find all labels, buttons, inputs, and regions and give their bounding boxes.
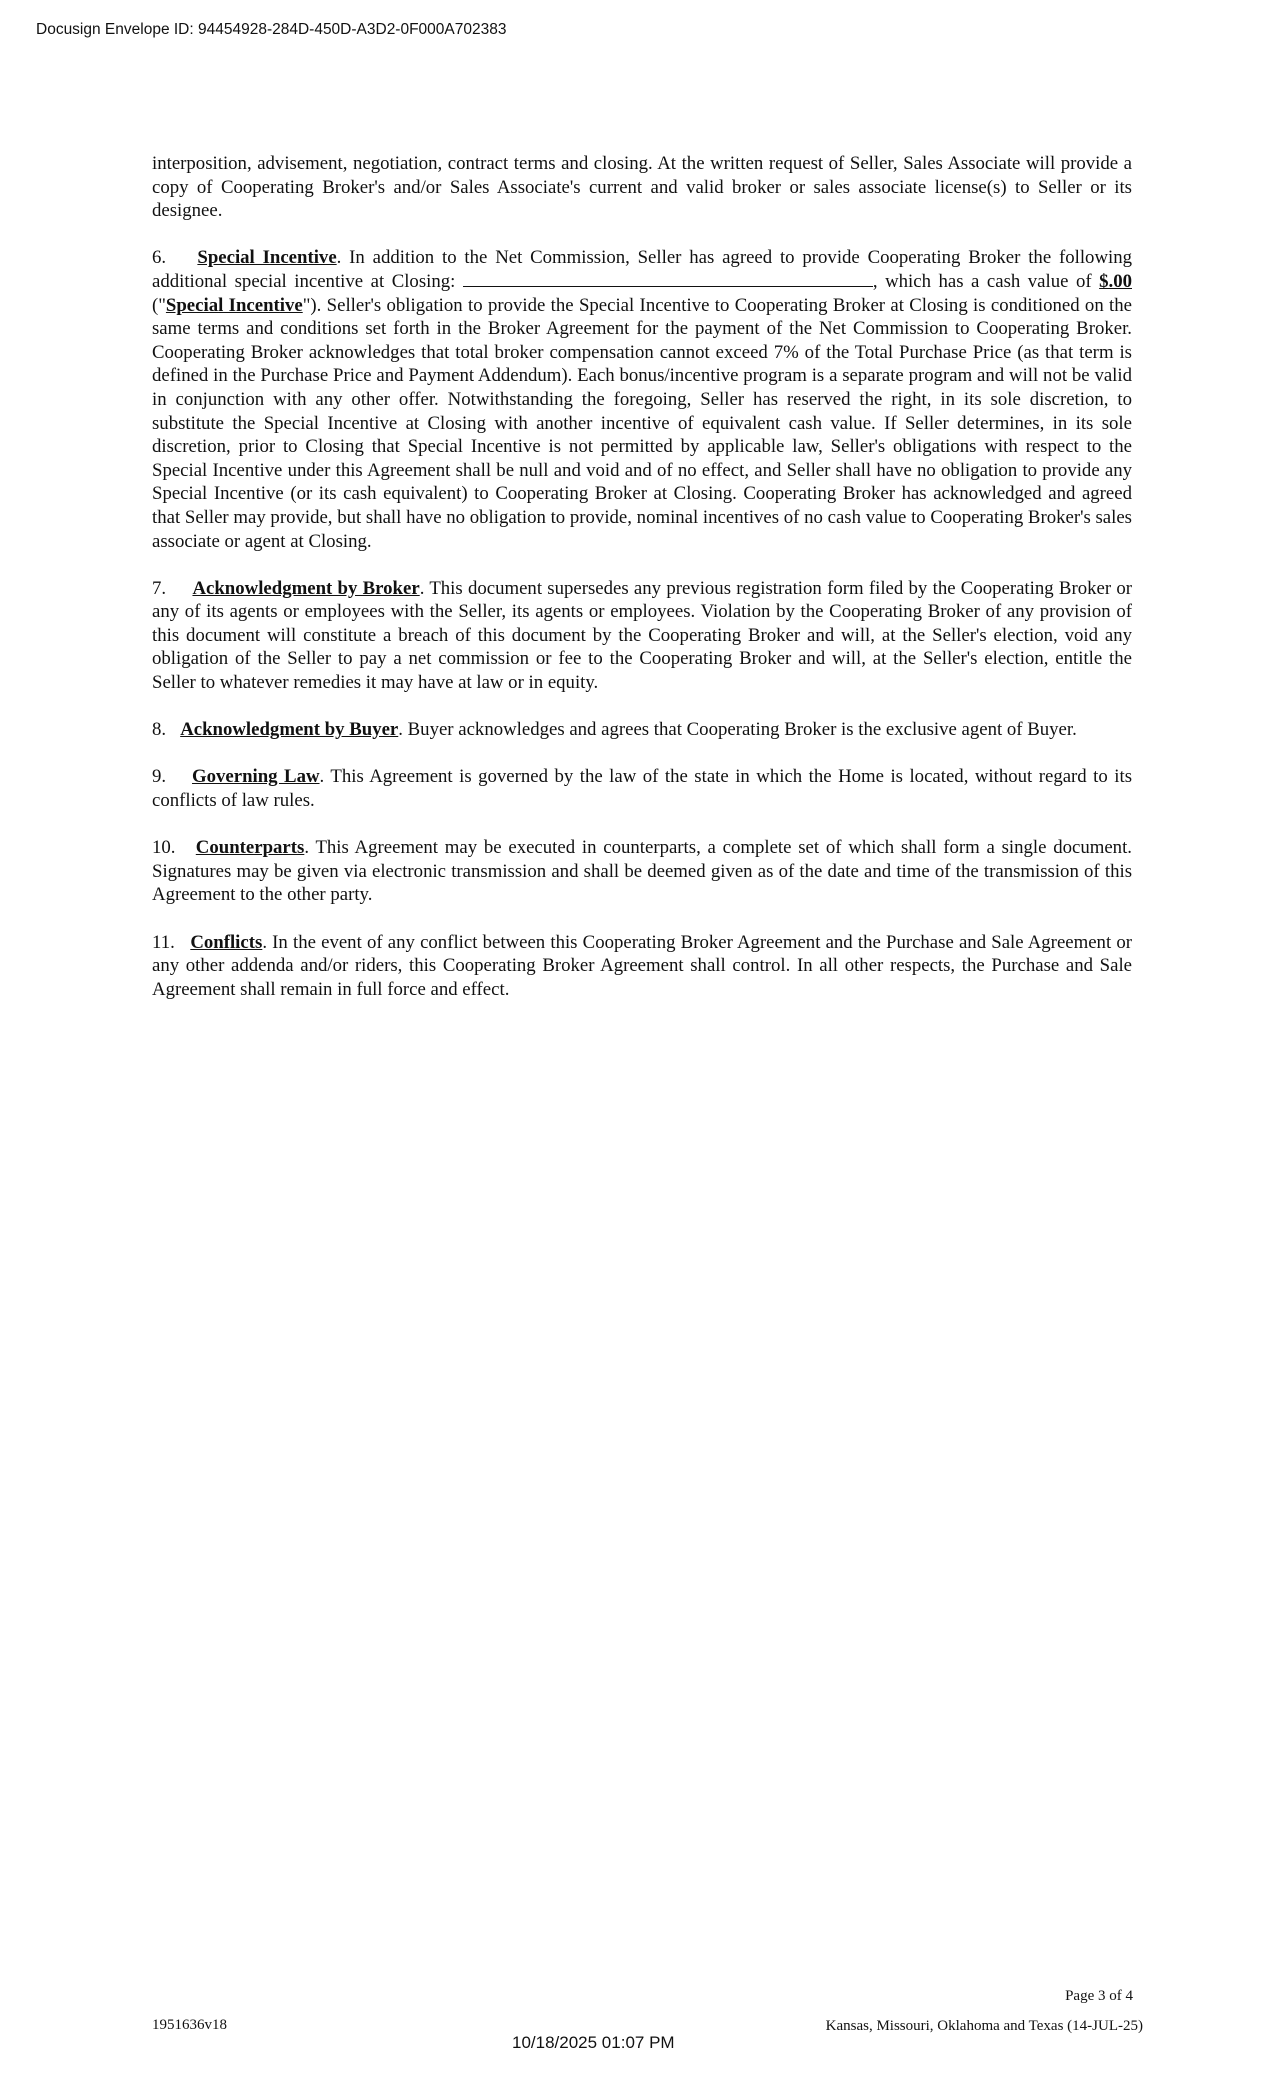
section-8 — [152, 718, 1132, 742]
section-text: . This Agreement is governed by the law of the state in which the Home is located, without regard to its conflicts of law rules. — [152, 766, 1133, 812]
section-6 — [152, 246, 1132, 553]
intro-paragraph: interposition, advisement, negotiation, contract terms and closing. At the written request of Seller, Sales Associate will provide a copy of Cooperating Broker's and/or Sales Associate's current and valid broker or sales associate license(s) to Seller or its designee. — [152, 153, 1132, 222]
form-jurisdiction: Kansas, Missouri, Oklahoma and Texas (14-JUL-25) — [825, 2018, 1143, 2034]
section-heading: Governing Law — [192, 766, 320, 788]
page-number: Page 3 of 4 — [1065, 1988, 1133, 2004]
section-number: 9. — [152, 766, 167, 788]
section-number: 11. — [152, 931, 175, 953]
section-11 — [152, 931, 1132, 1002]
section-text: . This document supersedes any previous registration form filed by the Cooperating Broker or any of its agents or employees with the Seller, its agents or employees. Violation by the Cooperating Broker of any provision of this document will constitute a breach of this document by the Cooperating Broker and will, at the Seller's election, void any obligation of the Seller to pay a net commission or fee to the Cooperating Broker and will, at the Seller's election, entitle the Seller to whatever remedies it may have at law or in equity. — [152, 577, 1132, 694]
cash-value-amount: $.00 — [1099, 270, 1132, 292]
incentive-blank-line — [463, 270, 873, 287]
section-7 — [152, 577, 1132, 695]
section-text: . In the event of any conflict between this Cooperating Broker Agreement and the Purchase and Sale Agreement or any other addenda and/or riders, this Cooperating Broker Agreement shall control. In all other respects, the Purchase and Sale Agreement shall remain in full force and effect. — [152, 931, 1132, 1000]
section-number: 10. — [152, 837, 176, 859]
document-code: 1951636v18 — [152, 2017, 227, 2033]
section-heading: Acknowledgment by Broker — [192, 577, 420, 599]
section-number: 6. — [152, 247, 167, 269]
footer-right — [825, 1986, 1143, 2036]
section-number: 8. — [152, 719, 167, 741]
section-heading: Counterparts — [195, 837, 305, 859]
section-heading: Conflicts — [190, 931, 263, 953]
section-heading: Special Incentive — [197, 247, 337, 269]
timestamp: 10/18/2025 01:07 PM — [512, 2033, 675, 2052]
section-text: . Buyer acknowledges and agrees that Cooperating Broker is the exclusive agent of Buyer. — [398, 719, 1077, 741]
document-body — [152, 152, 1132, 1025]
defined-term: Special Incentive — [165, 294, 303, 316]
section-text: . In addition to the Net Commission, Seller has agreed to provide Cooperating Broker the following additional special incentive at Closing: — [152, 247, 1133, 292]
section-text: , which has a cash value of — [872, 270, 1100, 292]
section-number: 7. — [152, 577, 167, 599]
section-text: . This Agreement may be executed in counterparts, a complete set of which shall form a single document. Signatures may be given via electronic transmission and shall be deemed given as of the date and time of the transmission of this Agreement to the other party. — [152, 837, 1132, 906]
section-10 — [152, 836, 1132, 907]
section-text: (" — [152, 294, 166, 316]
docusign-envelope-id: Docusign Envelope ID: 94454928-284D-450D-A3D2-0F000A702383 — [36, 21, 507, 38]
section-9 — [152, 765, 1132, 812]
section-heading: Acknowledgment by Buyer — [180, 719, 399, 741]
section-text: "). Seller's obligation to provide the Special Incentive to Cooperating Broker at Closing is conditioned on the same terms and conditions set forth in the Broker Agreement for the payment of the Net Commission to Cooperating Broker. Cooperating Broker acknowledges that total broker compensation cannot exceed 7% of the Total Purchase Price (as that term is defined in the Purchase Price and Payment Addendum). Each bonus/incentive program is a separate program and will not be valid in conjunction with any other offer. Notwithstanding the foregoing, Seller has reserved the right, in its sole discretion, to substitute the Special Incentive at Closing with another incentive of equivalent cash value. If Seller determines, in its sole discretion, prior to Closing that Special Incentive is not permitted by applicable law, Seller's obligations with respect to the Special Incentive under this Agreement shall be null and void and of no effect, and Seller shall have no obligation to provide any Special Incentive (or its cash equivalent) to Cooperating Broker at Closing. Cooperating Broker has acknowledged and agreed that Seller may provide, but shall have no obligation to provide, nominal incentives of no cash value to Cooperating Broker's sales associate or agent at Closing. — [152, 294, 1132, 552]
